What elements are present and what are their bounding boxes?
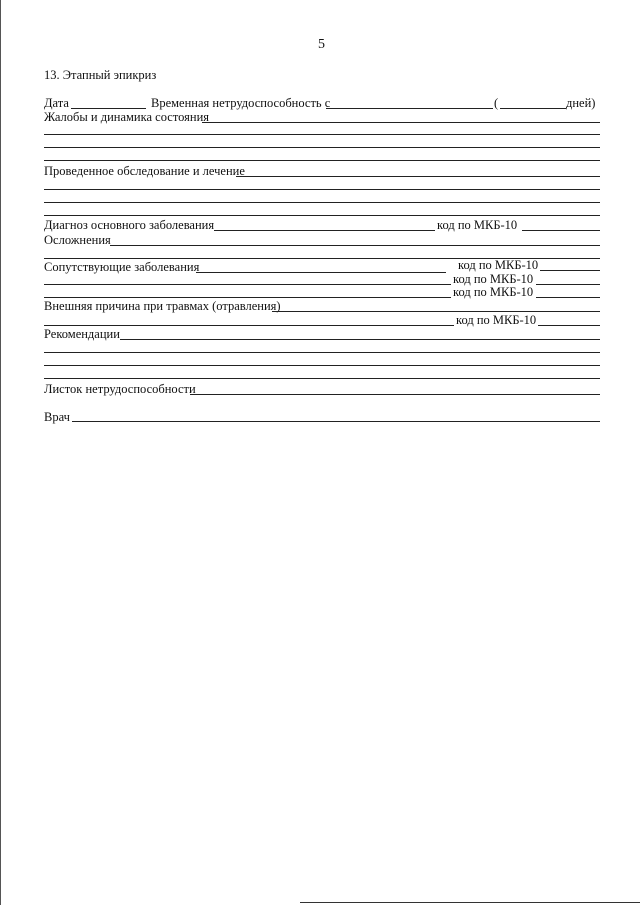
recommendations-field[interactable] bbox=[120, 339, 600, 340]
comorbid-icd-field-1[interactable] bbox=[540, 270, 600, 271]
recommendations-line-4[interactable] bbox=[44, 378, 600, 379]
external-cause-label: Внешняя причина при травмах (отравления) bbox=[44, 299, 281, 313]
comorbid-icd-label-3: код по МКБ-10 bbox=[453, 285, 534, 299]
examination-label: Проведенное обследование и лечение bbox=[44, 164, 245, 178]
external-cause-icd-label: код по МКБ-10 bbox=[456, 313, 537, 327]
comorbid-field-3[interactable] bbox=[44, 297, 451, 298]
comorbid-icd-label-1: код по МКБ-10 bbox=[458, 258, 539, 272]
recommendations-line-3[interactable] bbox=[44, 365, 600, 366]
diagnosis-icd-field[interactable] bbox=[522, 230, 600, 231]
examination-field[interactable] bbox=[236, 176, 600, 177]
complaints-line-4[interactable] bbox=[44, 160, 600, 161]
disability-days-field[interactable] bbox=[500, 108, 566, 109]
diagnosis-field[interactable] bbox=[214, 230, 435, 231]
days-label: дней) bbox=[566, 96, 596, 110]
doctor-label: Врач bbox=[44, 410, 70, 424]
recommendations-label: Рекомендации bbox=[44, 327, 120, 341]
disability-start-field[interactable] bbox=[326, 108, 493, 109]
complaints-line-2[interactable] bbox=[44, 134, 600, 135]
complications-label: Осложнения bbox=[44, 233, 111, 247]
date-field[interactable] bbox=[71, 108, 146, 109]
comorbid-icd-label-2: код по МКБ-10 bbox=[453, 272, 534, 286]
examination-line-3[interactable] bbox=[44, 202, 600, 203]
comorbid-field-2[interactable] bbox=[44, 284, 451, 285]
examination-line-4[interactable] bbox=[44, 215, 600, 216]
date-label: Дата bbox=[44, 96, 69, 110]
recommendations-line-2[interactable] bbox=[44, 352, 600, 353]
diagnosis-label: Диагноз основного заболевания bbox=[44, 218, 215, 232]
comorbid-icd-field-3[interactable] bbox=[536, 297, 600, 298]
section-title: 13. Этапный эпикриз bbox=[44, 68, 157, 82]
external-cause-icd-field[interactable] bbox=[538, 325, 600, 326]
doctor-signature-field[interactable] bbox=[72, 421, 600, 422]
complications-field[interactable] bbox=[110, 245, 600, 246]
external-cause-field[interactable] bbox=[272, 311, 600, 312]
sick-leave-field[interactable] bbox=[190, 394, 600, 395]
scan-bottom-edge bbox=[300, 902, 640, 903]
scan-left-edge bbox=[0, 0, 1, 905]
external-cause-line-2[interactable] bbox=[44, 325, 454, 326]
diagnosis-icd-label: код по МКБ-10 bbox=[437, 218, 518, 232]
days-open-paren: ( bbox=[494, 96, 499, 110]
complaints-label: Жалобы и динамика состояния bbox=[44, 110, 210, 124]
page-number: 5 bbox=[318, 37, 325, 52]
complaints-field[interactable] bbox=[202, 122, 600, 123]
comorbid-icd-field-2[interactable] bbox=[536, 284, 600, 285]
disability-label: Временная нетрудоспособность с bbox=[151, 96, 331, 110]
examination-line-2[interactable] bbox=[44, 189, 600, 190]
comorbid-field-1[interactable] bbox=[196, 272, 446, 273]
sick-leave-label: Листок нетрудоспособности bbox=[44, 382, 196, 396]
complaints-line-3[interactable] bbox=[44, 147, 600, 148]
comorbid-label: Сопутствующие заболевания bbox=[44, 260, 200, 274]
